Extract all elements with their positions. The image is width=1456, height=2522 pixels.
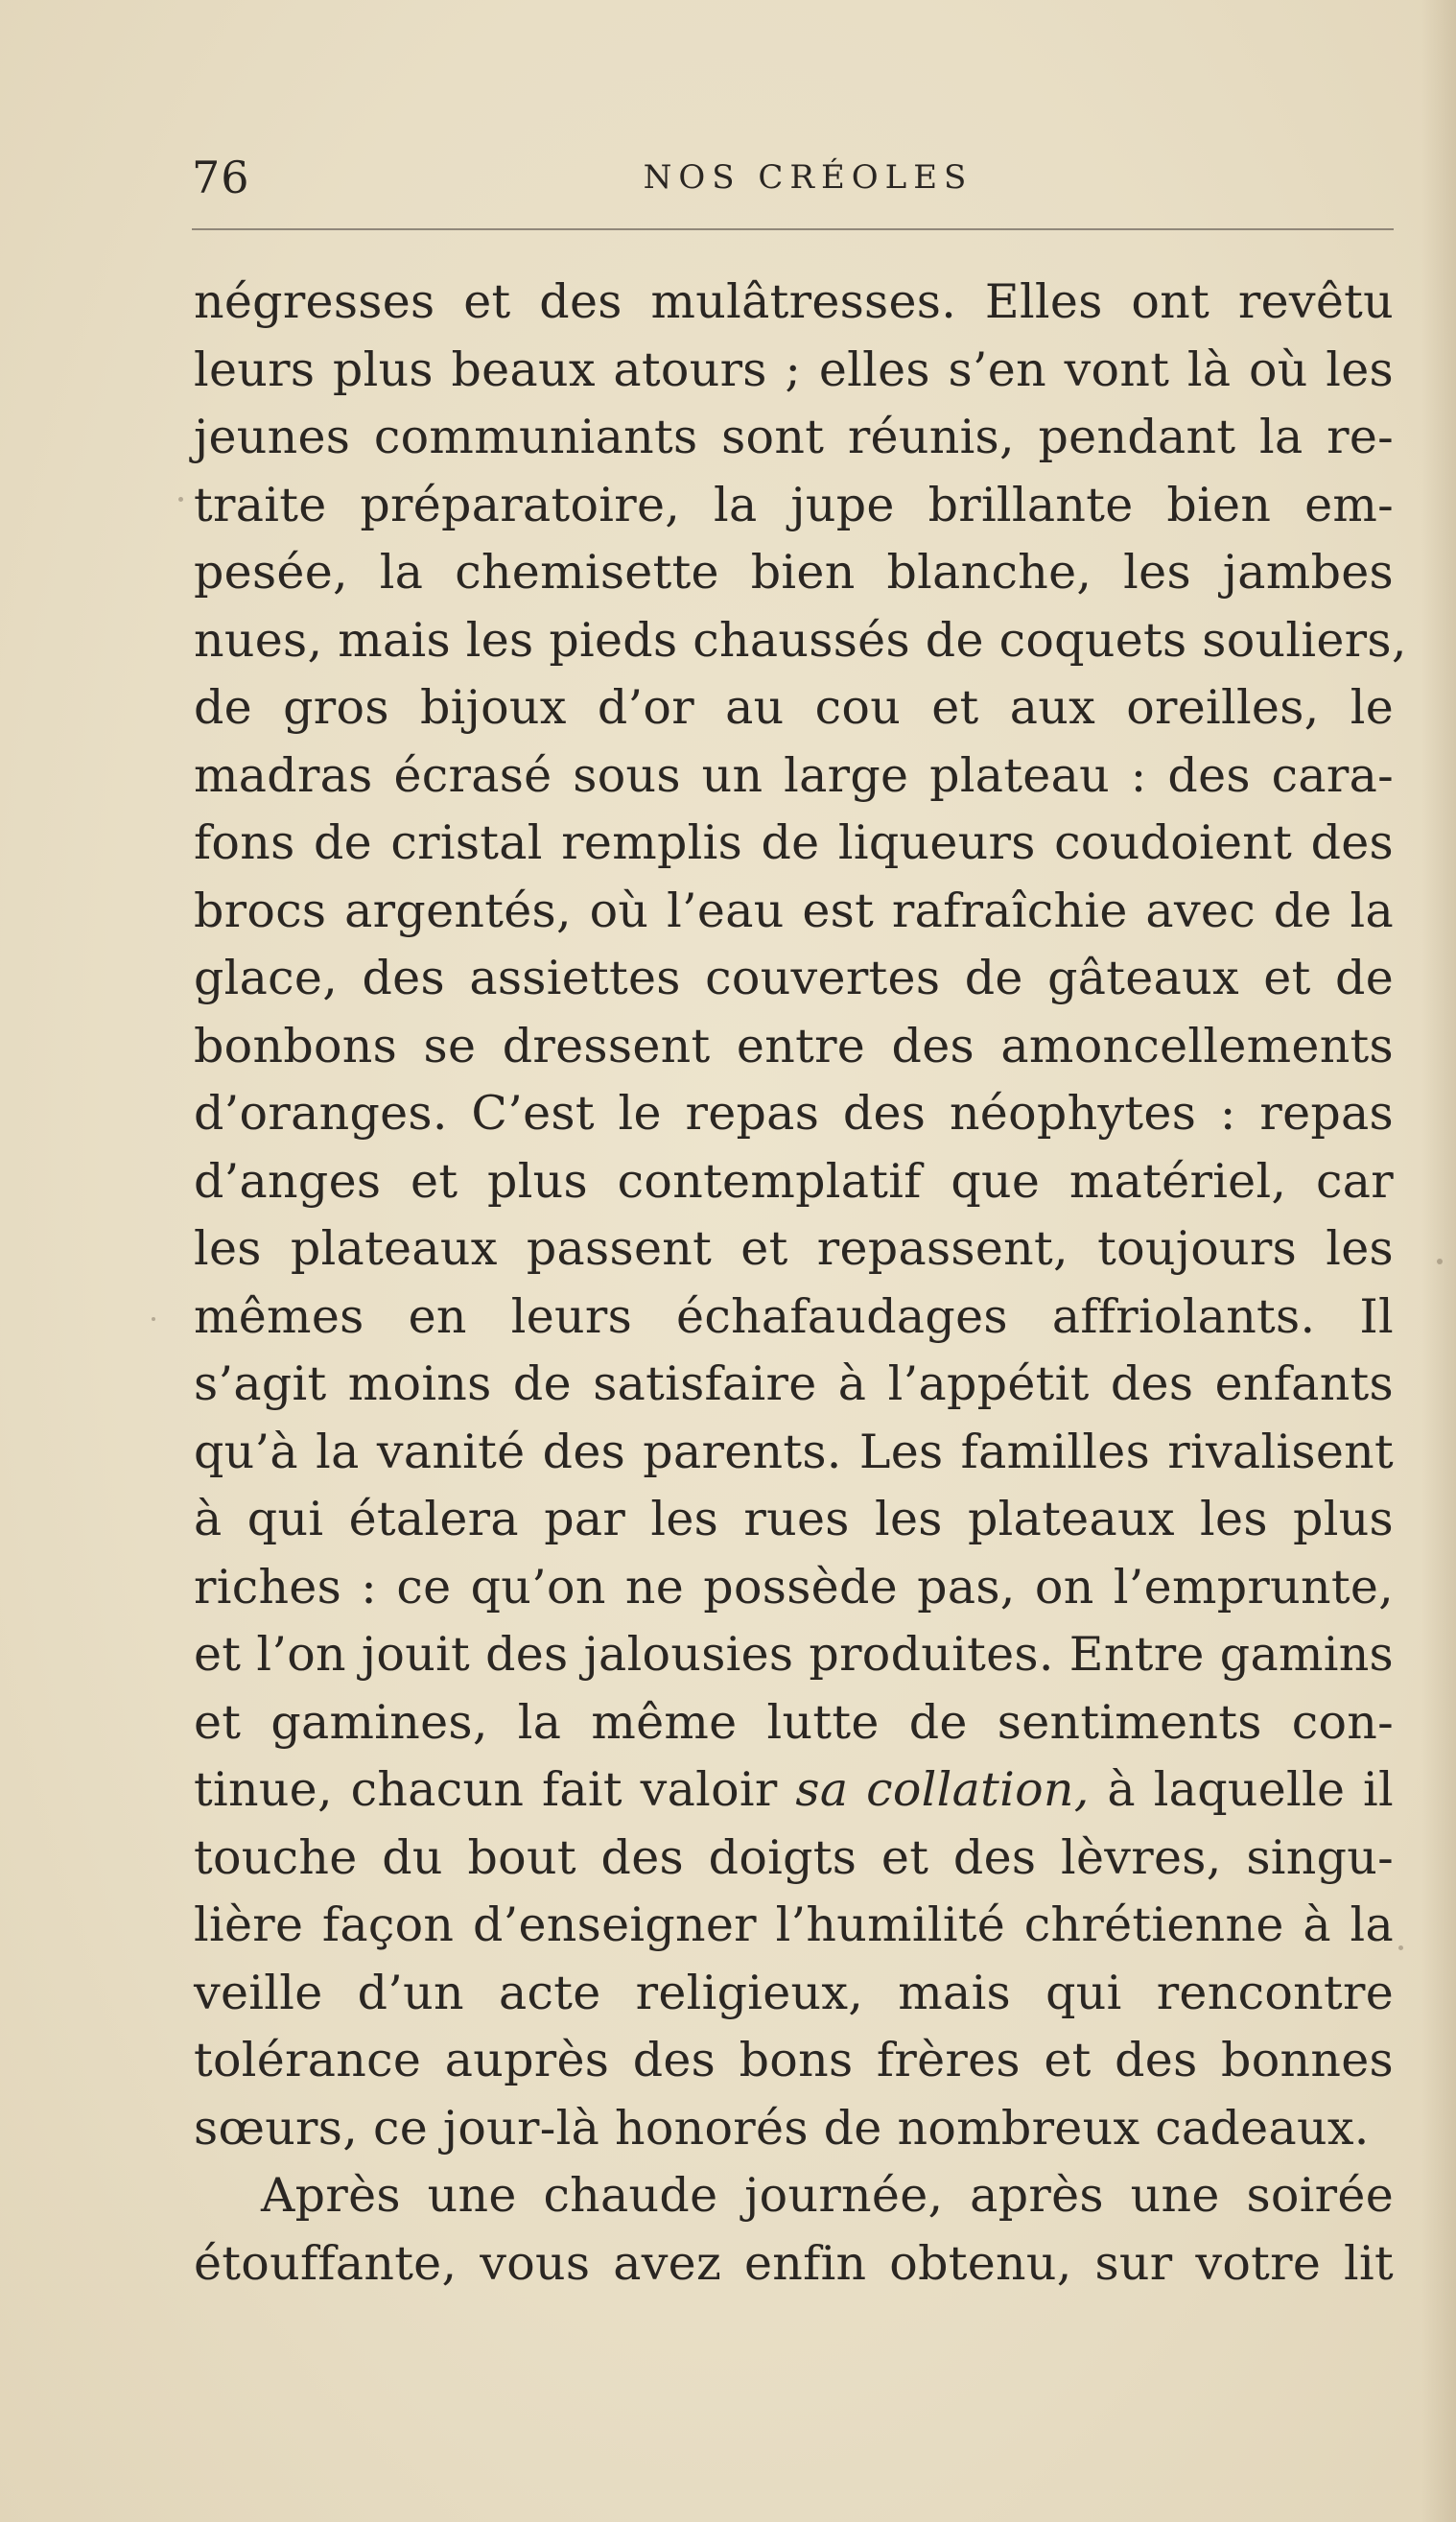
paper-speck — [1437, 1259, 1443, 1264]
text-line: nues, mais les pieds chaussés de coquets souliers, — [194, 612, 1407, 668]
text-fragment: à laquelle il — [1089, 1762, 1394, 1817]
text-line: traite préparatoire, la jupe brillante bien em- — [194, 477, 1394, 532]
body-text — [194, 269, 1407, 2298]
text-line: s’agit moins de satisfaire à l’appétit des enfants — [194, 1356, 1394, 1411]
running-head: NOS CRÉOLES — [643, 158, 974, 197]
text-line: riches : ce qu’on ne possède pas, on l’emprunte, — [194, 1559, 1394, 1615]
text-fragment: tinue, chacun fait valoir — [194, 1762, 796, 1817]
text-line: madras écrasé sous un large plateau : des cara- — [194, 747, 1394, 803]
text-line: les plateaux passent et repassent, toujours les — [194, 1221, 1394, 1276]
paper-speck — [178, 497, 183, 502]
text-line: sœurs, ce jour-là honorés de nombreux cadeaux. — [194, 2100, 1370, 2156]
text-line: à qui étalera par les rues les plateaux les plus — [194, 1492, 1394, 1546]
text-line: leurs plus beaux atours ; elles s’en vont là où les — [194, 342, 1394, 397]
text-line: qu’à la vanité des parents. Les familles rivalisent — [194, 1424, 1394, 1479]
text-line: brocs argentés, où l’eau est rafraîchie avec de la — [194, 883, 1394, 938]
text-line: glace, des assiettes couvertes de gâteaux et de — [194, 951, 1394, 1005]
text-line: tolérance auprès des bons frères et des bonnes — [194, 2033, 1394, 2087]
text-line: Après une chaude journée, après une soirée — [261, 2168, 1394, 2223]
italic-phrase: sa collation, — [795, 1762, 1090, 1817]
text-line: et l’on jouit des jalousies produites. Entre gamins — [194, 1627, 1394, 1682]
text-line-italic — [194, 1756, 1394, 1825]
text-line: touche du bout des doigts et des lèvres, singu- — [194, 1829, 1394, 1885]
text-line: étouffante, vous avez enfin obtenu, sur votre lit — [194, 2235, 1394, 2291]
text-line: négresses et des mulâtresses. Elles ont revêtu — [194, 274, 1394, 329]
text-line: bonbons se dressent entre des amoncellements — [194, 1018, 1394, 1073]
text-line: lière façon d’enseigner l’humilité chrétienne à la — [194, 1897, 1394, 1952]
page-header — [192, 144, 1394, 211]
text-line: pesée, la chemisette bien blanche, les jambes — [194, 545, 1394, 600]
paper-speck — [1398, 1945, 1403, 1950]
text-line: d’anges et plus contemplatif que matériel, car — [194, 1153, 1394, 1209]
paper-speck — [152, 1317, 155, 1321]
text-line: et gamines, la même lutte de sentiments con- — [194, 1694, 1394, 1750]
page-number: 76 — [192, 152, 250, 203]
header-rule — [192, 228, 1394, 230]
text-line: fons de cristal remplis de liqueurs coudoient des — [194, 815, 1394, 870]
text-line: d’oranges. C’est le repas des néophytes : repas — [194, 1086, 1394, 1141]
text-line: jeunes communiants sont réunis, pendant la re- — [194, 410, 1394, 464]
text-line: mêmes en leurs échafaudages affriolants. Il — [194, 1288, 1394, 1344]
text-line: veille d’un acte religieux, mais qui rencontre — [194, 1965, 1394, 2020]
text-line: de gros bijoux d’or au cou et aux oreilles, le — [194, 680, 1394, 735]
